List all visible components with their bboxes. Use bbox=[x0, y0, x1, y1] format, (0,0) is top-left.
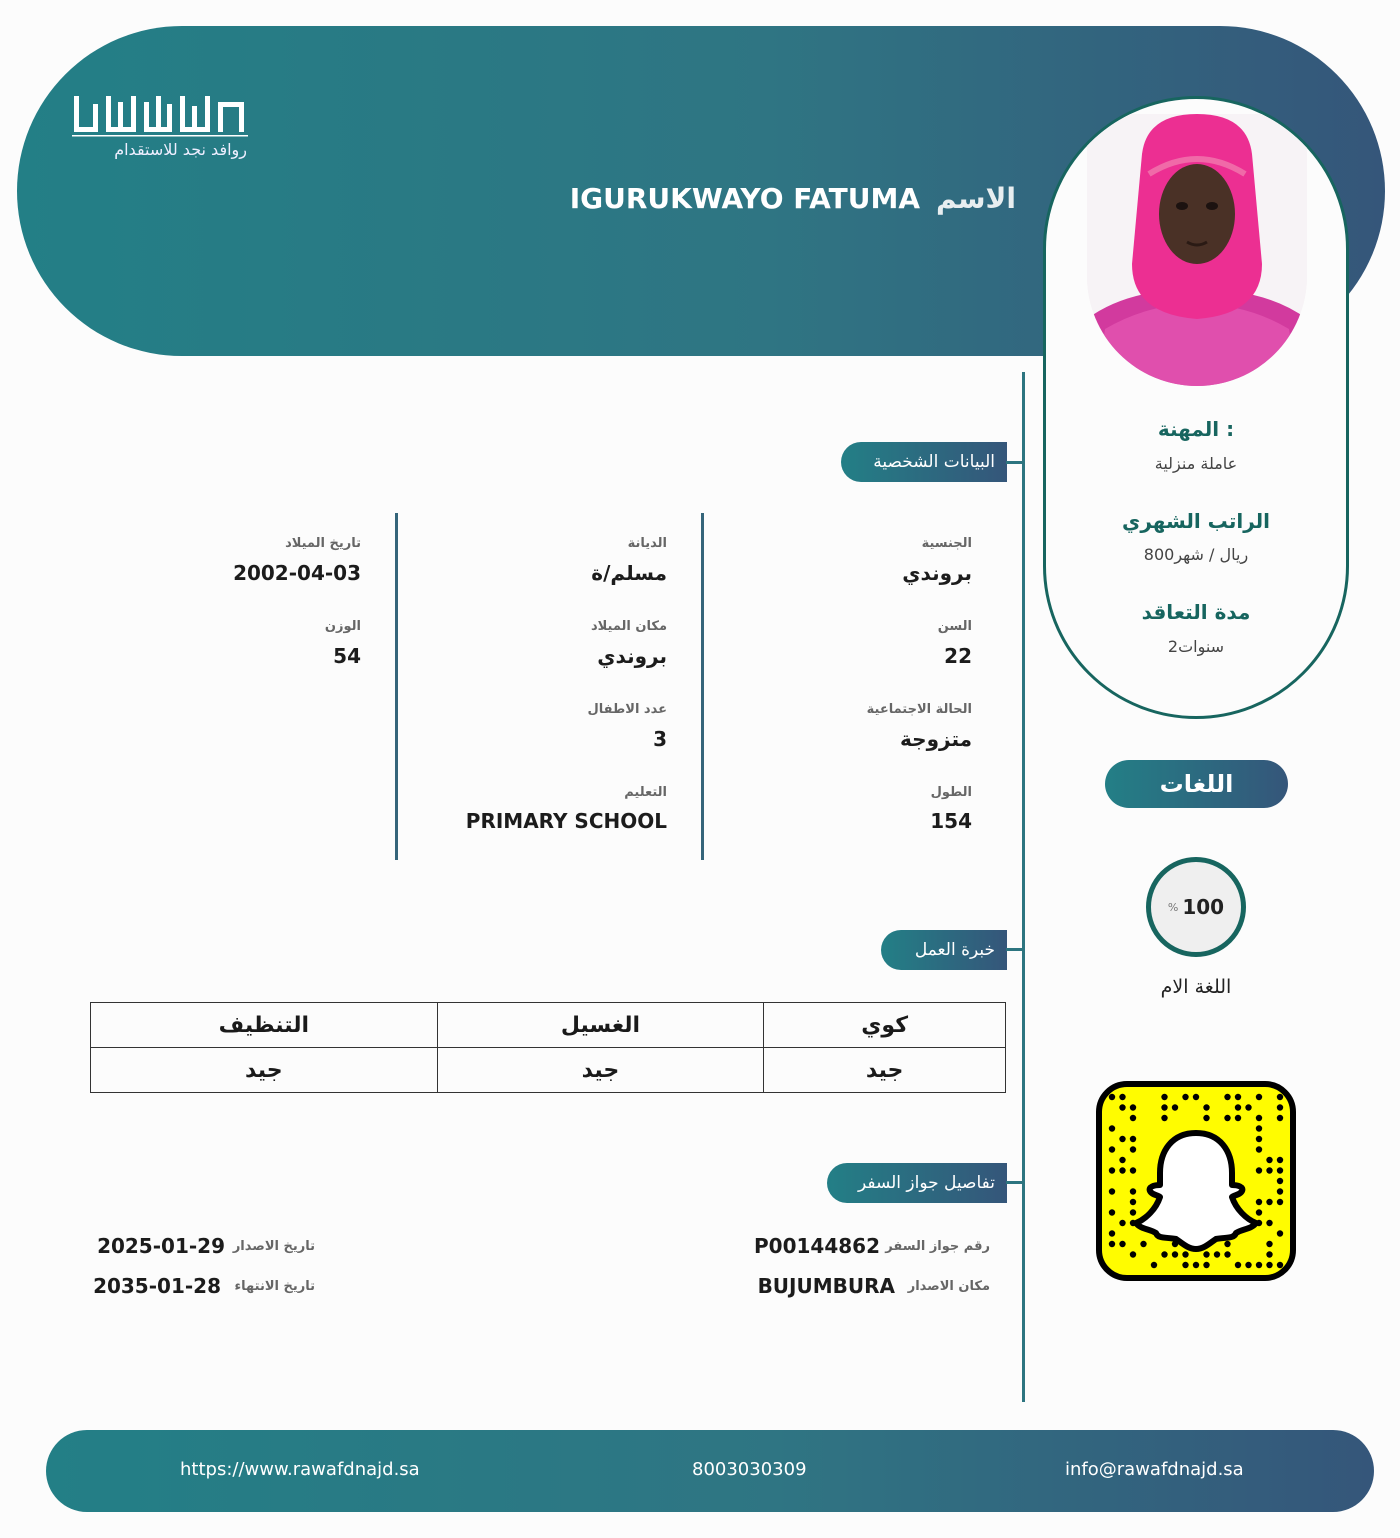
skills-table bbox=[90, 1002, 1006, 1093]
section-experience-title: خبرة العمل bbox=[914, 940, 995, 960]
passport-number-value: P00144862 bbox=[754, 1234, 880, 1258]
language-percent-ring bbox=[1146, 857, 1246, 957]
skill-level-ironing: جيد bbox=[764, 1048, 1006, 1093]
religion-value: مسلم/ة bbox=[591, 561, 667, 585]
snapchat-snapcode-icon[interactable] bbox=[1096, 1081, 1296, 1281]
column-divider bbox=[395, 513, 398, 860]
height-value: 154 bbox=[930, 809, 972, 833]
table-row bbox=[91, 1048, 1006, 1093]
name-label: الاسم bbox=[936, 181, 1016, 215]
marital-status-value: متزوجة bbox=[900, 727, 972, 751]
section-passport-title: تفاصيل جواز السفر bbox=[857, 1173, 995, 1193]
name-value: IGURUKWAYO FATUMA bbox=[569, 181, 921, 215]
column-divider bbox=[701, 513, 704, 860]
passport-expiry-date-label: تاريخ الانتهاء bbox=[234, 1279, 315, 1294]
marital-status-label: الحالة الاجتماعية bbox=[866, 702, 972, 717]
birthdate-value: 2002-04-03 bbox=[233, 561, 361, 585]
profession-value: عاملة منزلية bbox=[1154, 454, 1238, 473]
age-label: السن bbox=[937, 619, 972, 634]
children-value: 3 bbox=[653, 727, 667, 751]
passport-number-label: رقم جواز السفر bbox=[885, 1239, 990, 1254]
languages-title: اللغات bbox=[1159, 770, 1234, 798]
nationality-label: الجنسية bbox=[921, 536, 972, 551]
education-label: التعليم bbox=[624, 785, 667, 800]
birthplace-label: مكان الميلاد bbox=[590, 619, 667, 634]
skill-header-cleaning: التنظيف bbox=[91, 1003, 438, 1048]
percent-sign: % bbox=[1167, 900, 1179, 914]
skill-header-washing: الغسيل bbox=[437, 1003, 764, 1048]
language-percent: 100 bbox=[1182, 895, 1225, 919]
section-experience-connector bbox=[1006, 948, 1024, 951]
profession-label: المهنة : bbox=[1157, 417, 1235, 441]
logo-mark-icon bbox=[70, 92, 250, 138]
skill-level-cleaning: جيد bbox=[91, 1048, 438, 1093]
passport-issue-place-value: BUJUMBURA bbox=[757, 1274, 895, 1298]
weight-value: 54 bbox=[333, 644, 361, 668]
section-personal-connector bbox=[1006, 461, 1024, 464]
children-label: عدد الاطفال bbox=[587, 702, 667, 717]
passport-expiry-date-value: 2035-01-28 bbox=[93, 1274, 221, 1298]
passport-issue-place-label: مكان الاصدار bbox=[907, 1279, 990, 1294]
section-passport-connector bbox=[1006, 1181, 1024, 1184]
table-row bbox=[91, 1003, 1006, 1048]
passport-issue-date-value: 2025-01-29 bbox=[97, 1234, 225, 1258]
timeline-line bbox=[1022, 372, 1025, 1402]
salary-value: 800ريال / شهر bbox=[1143, 545, 1249, 564]
contract-label: مدة التعاقد bbox=[1141, 600, 1251, 624]
skill-header-ironing: كوي bbox=[764, 1003, 1006, 1048]
weight-label: الوزن bbox=[324, 619, 361, 634]
section-passport-pill bbox=[827, 1163, 1007, 1203]
company-logo bbox=[70, 92, 255, 176]
logo-text: روافد نجد للاستقدام bbox=[114, 140, 247, 159]
person-photo-icon bbox=[1087, 114, 1307, 386]
height-label: الطول bbox=[930, 785, 972, 800]
section-experience-pill bbox=[881, 930, 1007, 970]
section-personal-pill bbox=[841, 442, 1007, 482]
skill-level-washing: جيد bbox=[437, 1048, 764, 1093]
footer-email-link[interactable]: info@rawafdnajd.sa bbox=[1065, 1459, 1244, 1480]
age-value: 22 bbox=[944, 644, 972, 668]
language-name: اللغة الام bbox=[1160, 976, 1232, 998]
footer-website-link[interactable]: https://www.rawafdnajd.sa bbox=[180, 1459, 420, 1480]
candidate-photo bbox=[1087, 114, 1307, 386]
birthdate-label: تاريخ الميلاد bbox=[285, 536, 361, 551]
languages-title-pill bbox=[1105, 760, 1288, 808]
footer-phone[interactable]: 8003030309 bbox=[692, 1459, 807, 1480]
candidate-name-row bbox=[570, 178, 1016, 218]
education-value: PRIMARY SCHOOL bbox=[465, 809, 667, 833]
profile-card bbox=[1043, 96, 1349, 719]
nationality-value: بروندي bbox=[902, 561, 972, 585]
footer-band bbox=[46, 1430, 1374, 1512]
birthplace-value: بروندي bbox=[597, 644, 667, 668]
salary-label: الراتب الشهري bbox=[1122, 509, 1270, 533]
passport-issue-date-label: تاريخ الاصدار bbox=[232, 1239, 315, 1254]
religion-label: الديانة bbox=[627, 536, 667, 551]
section-personal-title: البيانات الشخصية bbox=[873, 452, 995, 472]
contract-value: 2سنوات bbox=[1167, 637, 1225, 656]
